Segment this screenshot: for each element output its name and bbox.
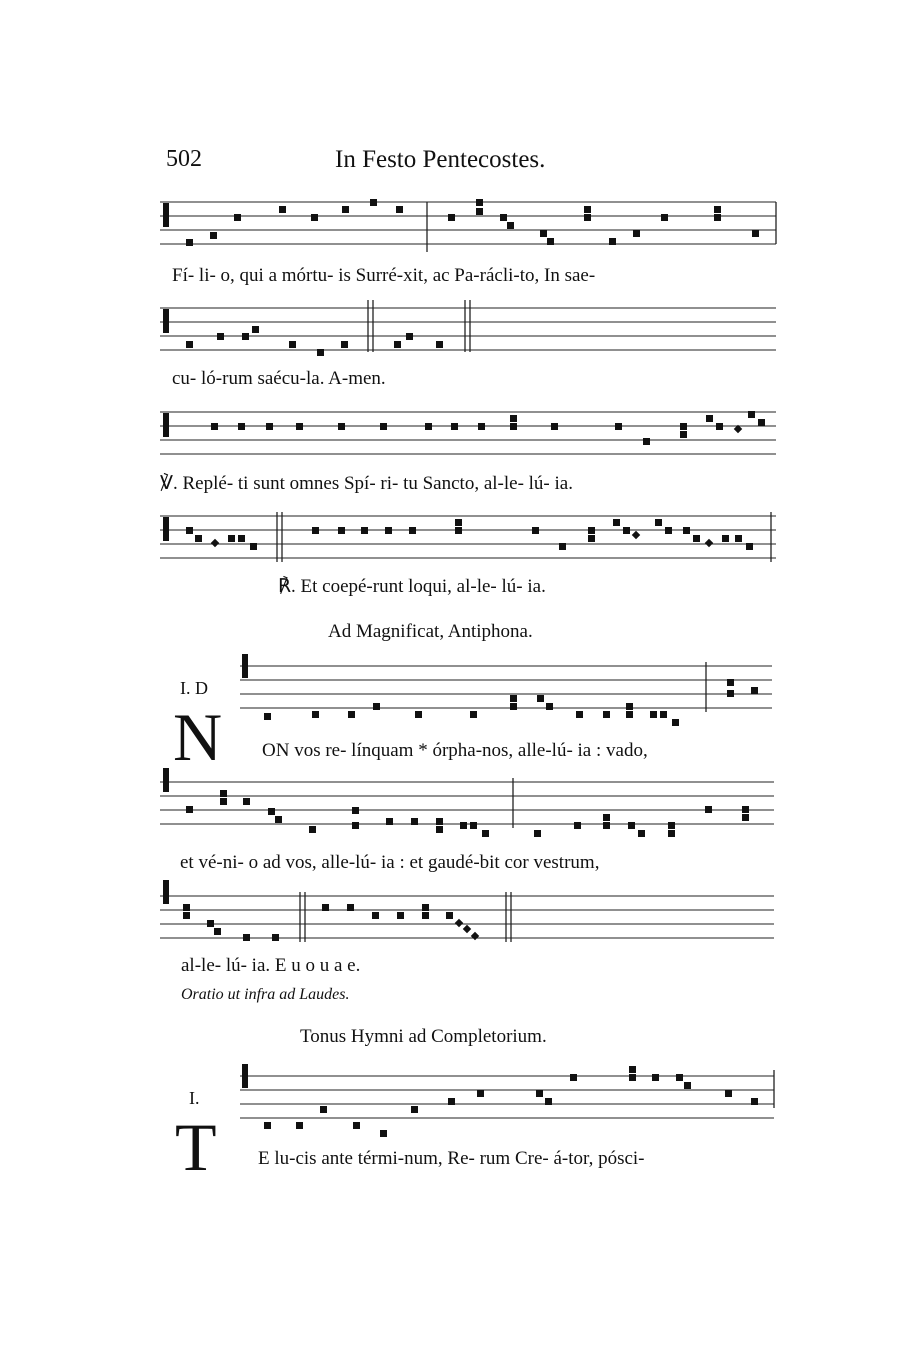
magnificat-heading: Ad Magnificat, Antiphona. [328, 621, 533, 642]
lyric-line-4: ℟. Et coepé-runt loqui, al-le- lú- ia. [278, 576, 546, 597]
lyric-line-7: al-le- lú- ia. E u o u a e. [181, 955, 361, 976]
initial-letter-n: N [173, 699, 223, 775]
lyric-line-2: cu- ló-rum saécu-la. A-men. [172, 368, 386, 389]
lyric-line-1: Fí- li- o, qui a mórtu- is Surré-xit, ac Pa-rácli-to, In sae- [172, 265, 596, 286]
hymn-heading: Tonus Hymni ad Completorium. [300, 1026, 547, 1047]
lyric-line-8: E lu-cis ante térmi-num, Re- rum Cre- á-tor, pósci- [258, 1148, 645, 1169]
running-title: In Festo Pentecostes. [335, 146, 546, 173]
mode-label-hymn: I. [189, 1088, 200, 1108]
lyric-line-5: ON vos re- línquam * órpha-nos, alle-lú- ia : vado, [262, 740, 648, 761]
lyric-line-6: et vé-ni- o ad vos, alle-lú- ia : et gaudé-bit cor vestrum, [180, 852, 600, 873]
oratio-note: Oratio ut infra ad Laudes. [181, 986, 350, 1003]
page-number: 502 [166, 146, 202, 172]
mode-label-magnificat: I. D [180, 678, 208, 698]
lyric-line-3: ℣. Replé- ti sunt omnes Spí- ri- tu Sancto, al-le- lú- ia. [160, 473, 573, 494]
initial-letter-t: T [175, 1109, 217, 1185]
